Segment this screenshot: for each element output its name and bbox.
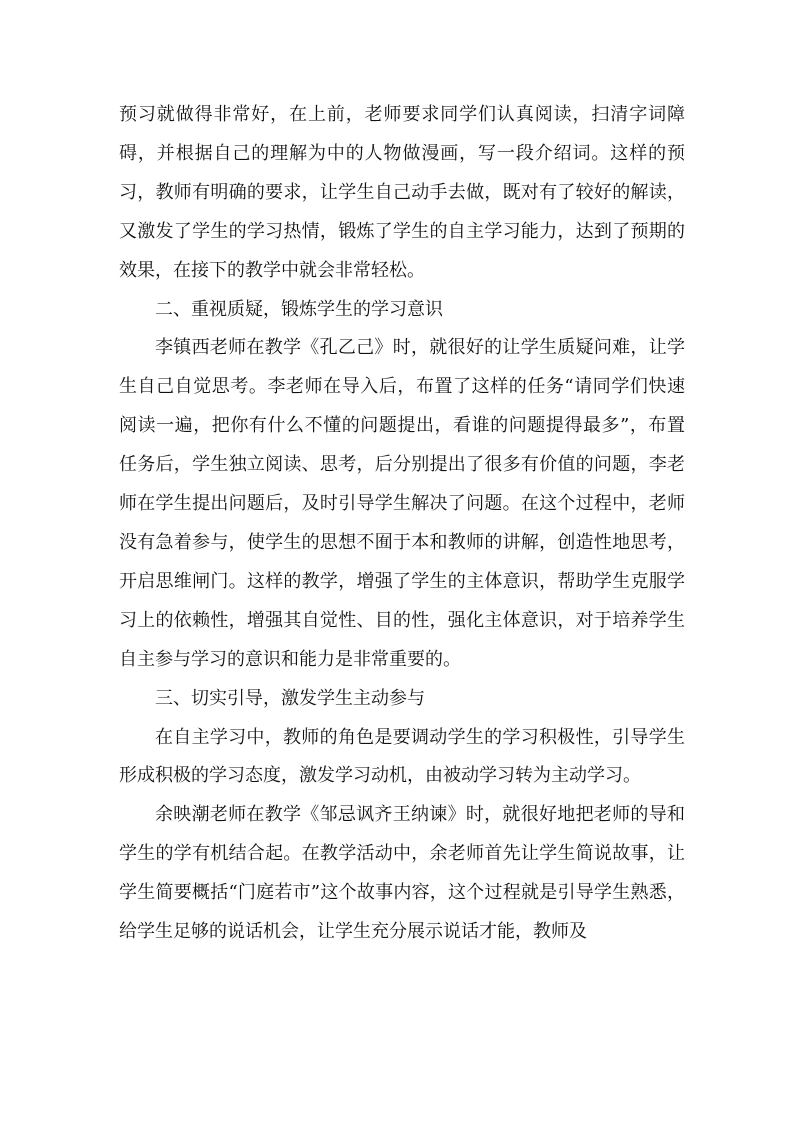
paragraph-3: 在自主学习中，教师的角色是要调动学生的学习积极性，引导学生形成积极的学习态度，激发学习动机，由被动学习转为主动学习。 [119,726,685,787]
paragraph-2: 李镇西老师在教学《孔乙己》时，就很好的让学生质疑问难，让学生自己自觉思考。李老师在导入后，布置了这样的任务“请同学们快速阅读一遍，把你有什么不懂的问题提出，看谁的问题提得最多”，布置任务后，学生独立阅读、思考，后分别提出了很多有价值的问题，李老师在学生提出问题后，及时引导学生解决了问题。在这个过程中，老师没有急着参与，使学生的思想不囿于本和教师的讲解，创造性地思考，开启思维闸门。这样的教学，增强了学生的主体意识，帮助学生克服学习上的依赖性，增强其自觉性、目的性，强化主体意识，对于培养学生自主参与学习的意识和能力是非常重要的。 [119,337,685,670]
paragraph-4: 余映潮老师在教学《邹忌讽齐王纳谏》时，就很好地把老师的导和学生的学有机结合起。在教学活动中，余老师首先让学生简说故事，让学生简要概括“门庭若市”这个故事内容，这个过程就是引导学生熟悉，给学生足够的说话机会，让学生充分展示说话才能，教师及 [119,804,685,943]
section-heading-2: 二、重视质疑，锻炼学生的学习意识 [155,298,443,320]
paragraph-1: 预习就做得非常好，在上前，老师要求同学们认真阅读，扫清字词障碍，并根据自己的理解为中的人物做漫画，写一段介绍词。这样的预习，教师有明确的要求，让学生自己动手去做，既对有了较好的解读，又激发了学生的学习热情，锻炼了学生的自主学习能力，达到了预期的效果，在接下的教学中就会非常轻松。 [119,104,685,281]
section-heading-3: 三、切实引导，激发学生主动参与 [155,687,425,709]
body-text [119,96,685,952]
